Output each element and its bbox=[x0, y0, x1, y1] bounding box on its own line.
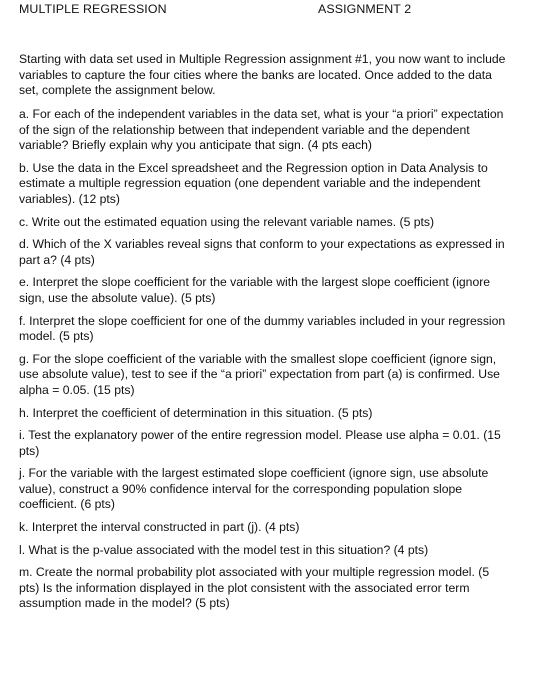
question-j: j. For the variable with the largest estimated slope coefficient (ignore sign, use absolute value), construct a 90% confidence interval for the corresponding population slope coefficient. (6 pts) bbox=[19, 466, 489, 512]
question-g: g. For the slope coefficient of the variable with the smallest slope coefficient (ignore sign, use absolute value), test to see if the “a priori” expectation from part (a) is confirmed. Use alpha = 0.05. (15 pts) bbox=[19, 351, 500, 397]
question-l: l. What is the p-value associated with the model test in this situation? (4 pts) bbox=[19, 542, 429, 557]
page-header bbox=[19, 2, 518, 20]
question-b: b. Use the data in the Excel spreadsheet and the Regression option in Data Analysis to estimate a multiple regression equation (one dependent variable and the independent variables). (12 pts) bbox=[19, 160, 488, 206]
question-list bbox=[19, 107, 511, 619]
question-e: e. Interpret the slope coefficient for the variable with the largest slope coefficient (ignore sign, use the absolute value). (5 pts) bbox=[19, 275, 491, 305]
question-f: f. Interpret the slope coefficient for one of the dummy variables included in your regression model. (5 pts) bbox=[19, 313, 506, 344]
question-i: i. Test the explanatory power of the entire regression model. Please use alpha = 0.01. (15 pts) bbox=[19, 428, 501, 458]
question-c: c. Write out the estimated equation using the relevant variable names. (5 pts) bbox=[19, 214, 435, 229]
question-d: d. Which of the X variables reveal signs that conform to your expectations as expressed in part a? (4 pts) bbox=[19, 237, 505, 267]
course-title: MULTIPLE REGRESSION bbox=[19, 2, 167, 16]
question-h: h. Interpret the coefficient of determination in this situation. (5 pts) bbox=[19, 405, 373, 420]
question-k: k. Interpret the interval constructed in part (j). (4 pts) bbox=[19, 520, 300, 535]
question-m: m. Create the normal probability plot associated with your multiple regression model. (5 pts) Is the information displayed in the plot consistent with the associated error term assumption made in the model? (5 pts) bbox=[19, 565, 490, 611]
intro-paragraph: Starting with data set used in Multiple Regression assignment #1, you now want to include variables to capture the four cities where the banks are located. Once added to the data set, complete the assignment below. bbox=[19, 52, 506, 98]
assignment-title: ASSIGNMENT 2 bbox=[318, 2, 412, 16]
question-a: a. For each of the independent variables in the data set, what is your “a priori” expectation of the sign of the relationship between that independent variable and the dependent variable? Briefly explain why you anticipate that sign. (4 pts each) bbox=[19, 107, 504, 153]
